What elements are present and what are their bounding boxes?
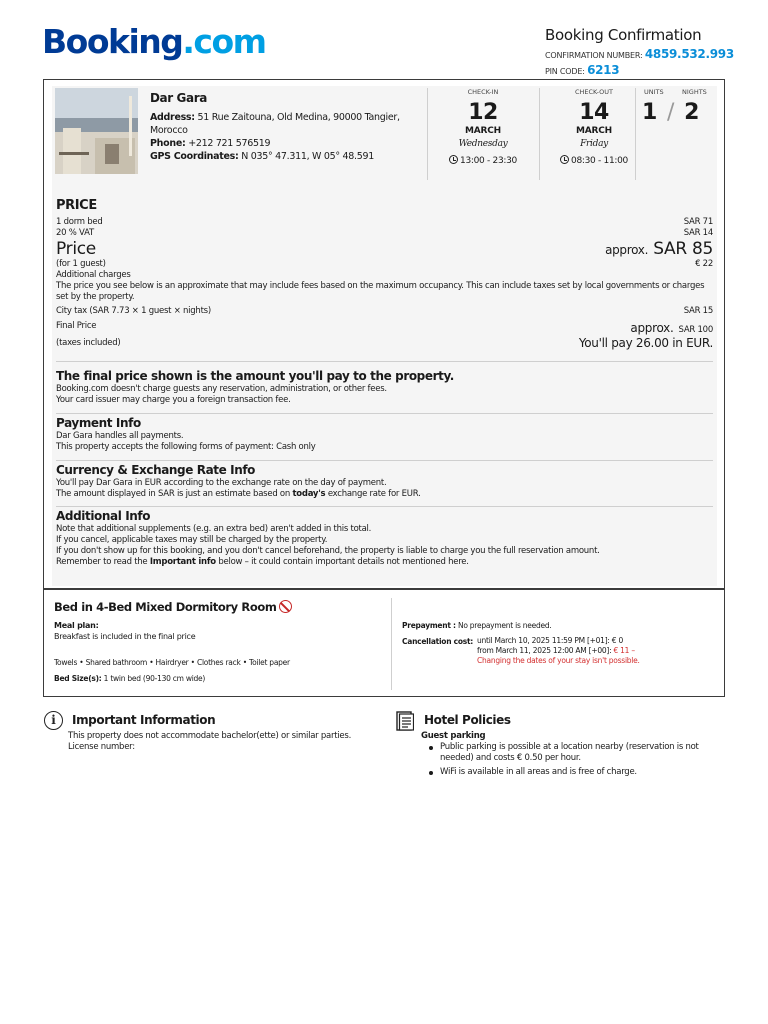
divider — [539, 88, 540, 180]
guest-row — [56, 259, 713, 270]
check-in-day: 12 — [468, 100, 498, 125]
additional-info-line: Note that additional supplements (e.g. an extra bed) aren't added in this total. — [56, 524, 372, 534]
clock-icon — [449, 155, 458, 164]
hotel-policies-body — [421, 730, 721, 781]
gps-value: N 035° 47.311, W 05° 48.591 — [241, 151, 374, 162]
address-label: Address: — [150, 112, 195, 123]
divider — [56, 361, 713, 362]
important-information-heading: Important Information — [72, 713, 216, 727]
room-policies — [402, 620, 722, 666]
cancellation-details — [477, 636, 640, 666]
check-in-time — [433, 154, 533, 168]
info-icon: i — [44, 711, 63, 730]
check-out-weekday: Friday — [580, 139, 608, 149]
currency-info-line — [56, 489, 713, 500]
check-out-day: 14 — [579, 100, 609, 125]
pin-code-label: PIN CODE: — [545, 67, 585, 76]
confirmation-number: 4859.532.993 — [644, 47, 734, 61]
final-price-row — [56, 317, 713, 336]
check-in-block — [433, 88, 533, 168]
currency-info-section — [56, 463, 713, 500]
cancellation-line: until March 10, 2025 11:59 PM [+01]: € 0 — [477, 636, 623, 645]
policy-item: Public parking is possible at a location nearby (reservation is not needed) and costs € 0.50 per hour. — [421, 742, 721, 764]
guest-note: (for 1 guest) — [56, 259, 106, 269]
final-notice-line: Booking.com doesn't charge guests any reservation, administration, or other fees. — [56, 384, 387, 394]
check-in-month: MARCH — [465, 126, 501, 136]
check-out-label: CHECK-OUT — [574, 88, 614, 96]
no-smoking-icon — [279, 600, 292, 613]
guest-parking-heading: Guest parking — [421, 731, 486, 741]
text-fragment: exchange rate for EUR. — [325, 489, 421, 499]
hotel-phone — [150, 137, 420, 150]
additional-info-line — [56, 557, 713, 568]
pay-in-eur: You'll pay 26.00 in EUR. — [578, 336, 713, 350]
final-price — [630, 317, 713, 336]
logo-part-com: .com — [182, 22, 266, 61]
check-in-time-value: 13:00 - 23:30 — [460, 156, 517, 166]
check-out-block — [544, 88, 644, 168]
prepayment-row — [402, 620, 722, 631]
price-item-value: SAR 71 — [683, 217, 713, 227]
pin-code-row — [545, 63, 760, 79]
logo-part-booking: Booking — [42, 22, 183, 61]
divider — [56, 460, 713, 461]
nights-value: 2 — [684, 100, 700, 125]
check-out-time — [544, 154, 644, 168]
city-tax-row — [56, 306, 713, 317]
hotel-address — [150, 111, 420, 137]
clock-icon — [560, 155, 569, 164]
final-notice-line: Your card issuer may charge you a foreign transaction fee. — [56, 395, 291, 405]
divider — [56, 413, 713, 414]
important-information-body — [68, 730, 378, 753]
bed-size-value: 1 twin bed (90-130 cm wide) — [103, 674, 206, 683]
address-value: 51 Rue Zaitouna, Old Medina, 90000 Tangier, Morocco — [150, 112, 400, 136]
phone-label: Phone: — [150, 138, 186, 149]
divider — [56, 506, 713, 507]
confirmation-title: Booking Confirmation — [545, 26, 702, 44]
price-item-label: 20 % VAT — [56, 228, 94, 238]
reservation-summary-box — [43, 79, 725, 589]
final-price-label: Final Price — [56, 321, 97, 331]
room-title-text: Bed in 4-Bed Mixed Dormitory Room — [54, 600, 277, 614]
room-title — [54, 600, 384, 615]
approx-word: approx. — [605, 243, 649, 257]
cancellation-fee: € 11 – — [613, 646, 635, 655]
meal-plan-label: Meal plan: — [54, 621, 99, 630]
check-in-label: CHECK-IN — [467, 88, 499, 96]
currency-info-line: You'll pay Dar Gara in EUR according to the exchange rate on the day of payment. — [56, 478, 387, 488]
text-fragment: Remember to read the — [56, 557, 150, 567]
payment-info-section — [56, 416, 713, 453]
final-notice-heading: The final price shown is the amount you'll pay to the property. — [56, 369, 454, 383]
prepayment-value: No prepayment is needed. — [457, 621, 552, 630]
room-info — [54, 600, 384, 684]
units-value: 1 — [642, 100, 658, 125]
price-label: Price — [56, 239, 96, 259]
taxes-row — [56, 336, 713, 350]
additional-charges-text: The price you see below is an approximate that may include fees based on the maximum occupancy. This can include taxes set by local governments or charges set by the property. — [56, 281, 705, 302]
payment-info-heading: Payment Info — [56, 416, 141, 430]
text-fragment-bold: today's — [292, 489, 326, 499]
price-total — [605, 239, 713, 259]
payment-info-line: This property accepts the following forms of payment: Cash only — [56, 442, 316, 452]
final-price-value: SAR 100 — [678, 325, 713, 335]
prepayment-label: Prepayment : — [402, 621, 456, 630]
hotel-details — [150, 90, 420, 163]
cancellation-warning: Changing the dates of your stay isn't possible. — [477, 656, 640, 665]
room-details-box — [43, 589, 725, 697]
units-nights-separator: / — [666, 100, 675, 125]
check-out-time-value: 08:30 - 11:00 — [571, 156, 628, 166]
check-out-month: MARCH — [576, 126, 612, 136]
check-in-weekday: Wednesday — [458, 139, 508, 149]
nights-label: NIGHTS — [682, 88, 707, 96]
taxes-note: (taxes included) — [56, 337, 121, 348]
cancellation-line — [477, 646, 640, 656]
hotel-photo — [55, 88, 138, 174]
pin-code: 6213 — [587, 63, 620, 77]
payment-info-line: Dar Gara handles all payments. — [56, 431, 184, 441]
document-icon — [396, 711, 414, 731]
cancellation-line-text: from March 11, 2025 12:00 AM [+00]: — [477, 646, 612, 655]
gps-label: GPS Coordinates: — [150, 151, 239, 162]
units-nights-values — [642, 98, 716, 128]
text-fragment-bold: Important info — [149, 557, 216, 567]
price-eur: € 22 — [695, 259, 713, 269]
bed-size-row — [54, 673, 384, 684]
policy-item: WiFi is available in all areas and is free of charge. — [421, 767, 721, 778]
price-line-item — [56, 228, 713, 239]
confirmation-number-row — [545, 47, 760, 63]
important-information-line: License number: — [68, 742, 135, 752]
additional-info-line: If you cancel, applicable taxes may still be charged by the property. — [56, 535, 328, 545]
divider — [427, 88, 428, 180]
price-line-item — [56, 217, 713, 228]
phone-value[interactable]: +212 721 576519 — [188, 138, 271, 149]
additional-charges-label: Additional charges — [56, 270, 131, 280]
booking-logo — [42, 22, 266, 62]
reservation-summary-panel — [52, 86, 717, 586]
additional-info-line: If you don't show up for this booking, and you don't cancel beforehand, the property is liable to charge you the full reservation amount. — [56, 546, 600, 556]
room-amenities: Towels • Shared bathroom • Hairdryer • Clothes rack • Toilet paper — [54, 658, 290, 667]
final-notice-section — [56, 369, 713, 406]
currency-info-heading: Currency & Exchange Rate Info — [56, 463, 256, 477]
meal-plan-text: Breakfast is included in the final price — [54, 632, 196, 641]
final-approx-word: approx. — [630, 321, 674, 335]
hotel-policies-heading: Hotel Policies — [424, 713, 511, 727]
additional-info-heading: Additional Info — [56, 509, 151, 523]
price-total-value: SAR 85 — [653, 239, 713, 259]
price-item-value: SAR 14 — [683, 228, 713, 238]
price-section — [56, 198, 713, 350]
divider — [391, 598, 392, 690]
text-fragment: below – it could contain important details not mentioned here. — [215, 557, 469, 567]
city-tax-value: SAR 15 — [683, 306, 713, 316]
units-label: UNITS — [644, 88, 664, 96]
confirmation-header — [545, 26, 760, 79]
divider — [635, 88, 636, 180]
cancellation-row — [402, 636, 722, 666]
important-information-line: This property does not accommodate bachelor(ette) or similar parties. — [68, 731, 352, 741]
additional-info-section — [56, 509, 713, 568]
hotel-gps — [150, 150, 420, 163]
price-item-label: 1 dorm bed — [56, 217, 103, 227]
price-heading: PRICE — [56, 198, 97, 213]
price-total-row — [56, 239, 713, 259]
bed-size-label: Bed Size(s): — [54, 674, 102, 683]
text-fragment: The amount displayed in SAR is just an estimate based on — [56, 489, 293, 499]
confirmation-number-label: CONFIRMATION NUMBER: — [545, 51, 643, 60]
hotel-name: Dar Gara — [150, 91, 207, 105]
cancellation-label: Cancellation cost: — [402, 637, 474, 646]
city-tax-label: City tax (SAR 7.73 × 1 guest × nights) — [56, 306, 211, 316]
policies-list — [421, 742, 721, 778]
